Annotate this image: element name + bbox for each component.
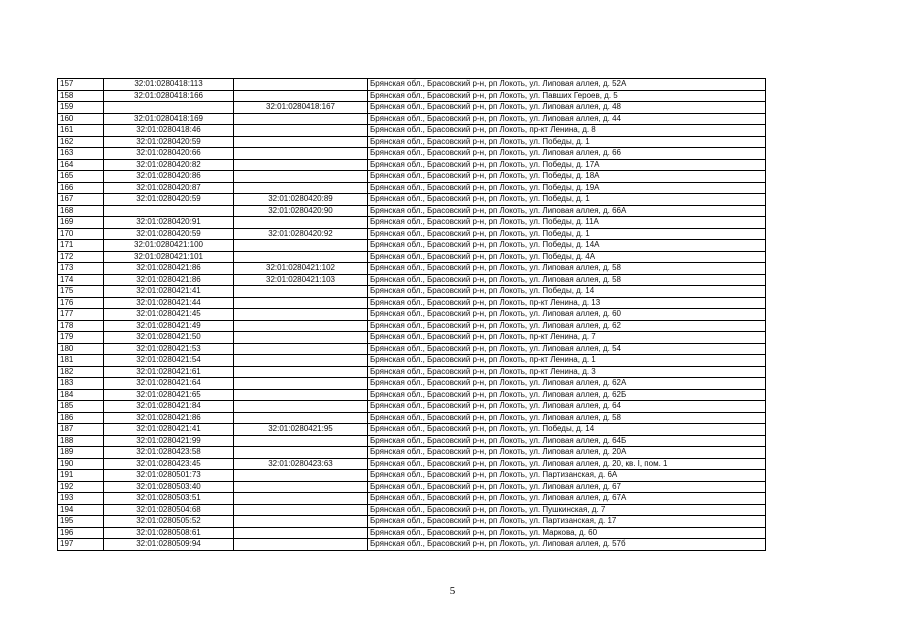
- row-number-cell: 168: [58, 205, 104, 217]
- cadastral-number-cell: 32:01:0280505:52: [104, 516, 234, 528]
- table-row: [58, 424, 766, 436]
- cadastral-number-cell: 32:01:0280423:45: [104, 458, 234, 470]
- cadastral-number-cell: 32:01:0280418:169: [104, 113, 234, 125]
- address-cell: Брянская обл., Брасовский р-н, рп Локоть, ул. Липовая аллея, д. 57б: [368, 539, 766, 551]
- table-row: [58, 79, 766, 91]
- cadastral-number-cell: 32:01:0280421:101: [104, 251, 234, 263]
- table-row: [58, 332, 766, 344]
- related-cadastral-number-cell: [234, 516, 368, 528]
- table-row: [58, 378, 766, 390]
- row-number-cell: 161: [58, 125, 104, 137]
- row-number-cell: 157: [58, 79, 104, 91]
- related-cadastral-number-cell: 32:01:0280421:103: [234, 274, 368, 286]
- cadastral-number-cell: [104, 102, 234, 114]
- related-cadastral-number-cell: [234, 493, 368, 505]
- row-number-cell: 184: [58, 389, 104, 401]
- row-number-cell: 179: [58, 332, 104, 344]
- table-row: [58, 470, 766, 482]
- address-cell: Брянская обл., Брасовский р-н, рп Локоть, ул. Партизанская, д. 17: [368, 516, 766, 528]
- cadastral-number-cell: 32:01:0280421:53: [104, 343, 234, 355]
- table-row: [58, 389, 766, 401]
- cadastral-number-cell: 32:01:0280420:87: [104, 182, 234, 194]
- cadastral-number-cell: 32:01:0280420:82: [104, 159, 234, 171]
- address-cell: Брянская обл., Брасовский р-н, рп Локоть, ул. Липовая аллея, д. 67: [368, 481, 766, 493]
- table-row: [58, 401, 766, 413]
- address-cell: Брянская обл., Брасовский р-н, рп Локоть, ул. Победы, д. 18А: [368, 171, 766, 183]
- table-row: [58, 504, 766, 516]
- cadastral-number-cell: 32:01:0280421:45: [104, 309, 234, 321]
- table-row: [58, 527, 766, 539]
- address-cell: Брянская обл., Брасовский р-н, рп Локоть, ул. Липовая аллея, д. 62А: [368, 378, 766, 390]
- address-cell: Брянская обл., Брасовский р-н, рп Локоть, пр-кт Ленина, д. 13: [368, 297, 766, 309]
- related-cadastral-number-cell: [234, 470, 368, 482]
- row-number-cell: 172: [58, 251, 104, 263]
- address-cell: Брянская обл., Брасовский р-н, рп Локоть, ул. Липовая аллея, д. 44: [368, 113, 766, 125]
- related-cadastral-number-cell: [234, 412, 368, 424]
- row-number-cell: 170: [58, 228, 104, 240]
- related-cadastral-number-cell: [234, 527, 368, 539]
- row-number-cell: 160: [58, 113, 104, 125]
- cadastral-number-cell: 32:01:0280421:49: [104, 320, 234, 332]
- related-cadastral-number-cell: 32:01:0280423:63: [234, 458, 368, 470]
- cadastral-number-cell: 32:01:0280503:51: [104, 493, 234, 505]
- table-row: [58, 136, 766, 148]
- table-row: [58, 493, 766, 505]
- address-cell: Брянская обл., Брасовский р-н, рп Локоть, ул. Липовая аллея, д. 52А: [368, 79, 766, 91]
- related-cadastral-number-cell: [234, 539, 368, 551]
- cadastral-number-cell: 32:01:0280503:40: [104, 481, 234, 493]
- related-cadastral-number-cell: 32:01:0280421:95: [234, 424, 368, 436]
- cadastral-number-cell: 32:01:0280418:46: [104, 125, 234, 137]
- cadastral-number-cell: 32:01:0280423:58: [104, 447, 234, 459]
- address-cell: Брянская обл., Брасовский р-н, рп Локоть, ул. Липовая аллея, д. 66: [368, 148, 766, 160]
- table-row: [58, 217, 766, 229]
- cadastral-number-cell: 32:01:0280504:68: [104, 504, 234, 516]
- address-cell: Брянская обл., Брасовский р-н, рп Локоть, ул. Липовая аллея, д. 67А: [368, 493, 766, 505]
- row-number-cell: 169: [58, 217, 104, 229]
- address-cell: Брянская обл., Брасовский р-н, рп Локоть, ул. Победы, д. 14: [368, 424, 766, 436]
- cadastral-number-cell: 32:01:0280421:84: [104, 401, 234, 413]
- related-cadastral-number-cell: [234, 435, 368, 447]
- table-row: [58, 102, 766, 114]
- cadastral-number-cell: 32:01:0280421:61: [104, 366, 234, 378]
- cadastral-number-cell: 32:01:0280421:65: [104, 389, 234, 401]
- table-row: [58, 355, 766, 367]
- related-cadastral-number-cell: [234, 401, 368, 413]
- table-row: [58, 447, 766, 459]
- related-cadastral-number-cell: [234, 90, 368, 102]
- address-cell: Брянская обл., Брасовский р-н, рп Локоть, ул. Липовая аллея, д. 62: [368, 320, 766, 332]
- cadastral-number-cell: 32:01:0280420:86: [104, 171, 234, 183]
- related-cadastral-number-cell: [234, 125, 368, 137]
- address-cell: Брянская обл., Брасовский р-н, рп Локоть, ул. Победы, д. 1: [368, 194, 766, 206]
- row-number-cell: 181: [58, 355, 104, 367]
- related-cadastral-number-cell: [234, 136, 368, 148]
- address-cell: Брянская обл., Брасовский р-н, рп Локоть, ул. Победы, д. 1: [368, 136, 766, 148]
- row-number-cell: 192: [58, 481, 104, 493]
- address-cell: Брянская обл., Брасовский р-н, рп Локоть, ул. Липовая аллея, д. 62Б: [368, 389, 766, 401]
- address-cell: Брянская обл., Брасовский р-н, рп Локоть, ул. Победы, д. 1: [368, 228, 766, 240]
- related-cadastral-number-cell: [234, 79, 368, 91]
- address-cell: Брянская обл., Брасовский р-н, рп Локоть, ул. Липовая аллея, д. 60: [368, 309, 766, 321]
- cadastral-number-cell: 32:01:0280420:59: [104, 194, 234, 206]
- related-cadastral-number-cell: 32:01:0280418:167: [234, 102, 368, 114]
- related-cadastral-number-cell: [234, 481, 368, 493]
- table-row: [58, 228, 766, 240]
- row-number-cell: 175: [58, 286, 104, 298]
- row-number-cell: 180: [58, 343, 104, 355]
- related-cadastral-number-cell: [234, 320, 368, 332]
- row-number-cell: 163: [58, 148, 104, 160]
- table-row: [58, 343, 766, 355]
- table-row: [58, 113, 766, 125]
- cadastral-number-cell: [104, 205, 234, 217]
- address-cell: Брянская обл., Брасовский р-н, рп Локоть, пр-кт Ленина, д. 3: [368, 366, 766, 378]
- address-cell: Брянская обл., Брасовский р-н, рп Локоть, пр-кт Ленина, д. 7: [368, 332, 766, 344]
- related-cadastral-number-cell: [234, 447, 368, 459]
- cadastral-number-cell: 32:01:0280418:113: [104, 79, 234, 91]
- cadastral-number-cell: 32:01:0280509:94: [104, 539, 234, 551]
- row-number-cell: 193: [58, 493, 104, 505]
- row-number-cell: 167: [58, 194, 104, 206]
- cadastral-number-cell: 32:01:0280421:86: [104, 274, 234, 286]
- row-number-cell: 166: [58, 182, 104, 194]
- related-cadastral-number-cell: 32:01:0280420:90: [234, 205, 368, 217]
- address-cell: Брянская обл., Брасовский р-н, рп Локоть, ул. Победы, д. 19А: [368, 182, 766, 194]
- table-row: [58, 148, 766, 160]
- table-row: [58, 251, 766, 263]
- cadastral-number-cell: 32:01:0280421:64: [104, 378, 234, 390]
- table-row: [58, 90, 766, 102]
- cadastral-number-cell: 32:01:0280421:41: [104, 424, 234, 436]
- address-cell: Брянская обл., Брасовский р-н, рп Локоть, ул. Липовая аллея, д. 64Б: [368, 435, 766, 447]
- table-row: [58, 205, 766, 217]
- row-number-cell: 164: [58, 159, 104, 171]
- row-number-cell: 171: [58, 240, 104, 252]
- address-cell: Брянская обл., Брасовский р-н, рп Локоть, ул. Липовая аллея, д. 58: [368, 412, 766, 424]
- related-cadastral-number-cell: 32:01:0280420:92: [234, 228, 368, 240]
- row-number-cell: 182: [58, 366, 104, 378]
- cadastral-number-cell: 32:01:0280508:61: [104, 527, 234, 539]
- address-cell: Брянская обл., Брасовский р-н, рп Локоть, ул. Липовая аллея, д. 58: [368, 263, 766, 275]
- cadastral-number-cell: 32:01:0280421:100: [104, 240, 234, 252]
- cadastral-number-cell: 32:01:0280501:73: [104, 470, 234, 482]
- related-cadastral-number-cell: 32:01:0280421:102: [234, 263, 368, 275]
- table-row: [58, 516, 766, 528]
- table-row: [58, 481, 766, 493]
- cadastral-number-cell: 32:01:0280421:86: [104, 263, 234, 275]
- address-cell: Брянская обл., Брасовский р-н, рп Локоть, ул. Липовая аллея, д. 20А: [368, 447, 766, 459]
- related-cadastral-number-cell: [234, 297, 368, 309]
- address-cell: Брянская обл., Брасовский р-н, рп Локоть, ул. Победы, д. 14А: [368, 240, 766, 252]
- row-number-cell: 194: [58, 504, 104, 516]
- cadastral-number-cell: 32:01:0280420:59: [104, 228, 234, 240]
- row-number-cell: 158: [58, 90, 104, 102]
- row-number-cell: 165: [58, 171, 104, 183]
- row-number-cell: 177: [58, 309, 104, 321]
- table-row: [58, 286, 766, 298]
- address-cell: Брянская обл., Брасовский р-н, рп Локоть, ул. Пушкинская, д. 7: [368, 504, 766, 516]
- row-number-cell: 183: [58, 378, 104, 390]
- address-cell: Брянская обл., Брасовский р-н, рп Локоть, ул. Липовая аллея, д. 64: [368, 401, 766, 413]
- table-row: [58, 309, 766, 321]
- cadastral-number-cell: 32:01:0280421:86: [104, 412, 234, 424]
- cadastral-number-cell: 32:01:0280421:50: [104, 332, 234, 344]
- related-cadastral-number-cell: [234, 309, 368, 321]
- address-cell: Брянская обл., Брасовский р-н, рп Локоть, ул. Партизанская, д. 6А: [368, 470, 766, 482]
- related-cadastral-number-cell: [234, 332, 368, 344]
- related-cadastral-number-cell: [234, 366, 368, 378]
- table-row: [58, 182, 766, 194]
- table-row: [58, 263, 766, 275]
- row-number-cell: 173: [58, 263, 104, 275]
- table-row: [58, 171, 766, 183]
- cadastral-number-cell: 32:01:0280421:99: [104, 435, 234, 447]
- related-cadastral-number-cell: [234, 378, 368, 390]
- row-number-cell: 197: [58, 539, 104, 551]
- row-number-cell: 187: [58, 424, 104, 436]
- table-row: [58, 320, 766, 332]
- table-row: [58, 159, 766, 171]
- row-number-cell: 190: [58, 458, 104, 470]
- table-row: [58, 435, 766, 447]
- cadastral-number-cell: 32:01:0280421:54: [104, 355, 234, 367]
- row-number-cell: 162: [58, 136, 104, 148]
- row-number-cell: 186: [58, 412, 104, 424]
- row-number-cell: 176: [58, 297, 104, 309]
- registry-table: [57, 78, 766, 551]
- related-cadastral-number-cell: [234, 343, 368, 355]
- cadastral-number-cell: 32:01:0280421:44: [104, 297, 234, 309]
- table-row: [58, 240, 766, 252]
- registry-table-body: [58, 79, 766, 551]
- table-row: [58, 366, 766, 378]
- related-cadastral-number-cell: [234, 355, 368, 367]
- address-cell: Брянская обл., Брасовский р-н, рп Локоть, ул. Липовая аллея, д. 48: [368, 102, 766, 114]
- related-cadastral-number-cell: [234, 217, 368, 229]
- address-cell: Брянская обл., Брасовский р-н, рп Локоть, ул. Павших Героев, д. 5: [368, 90, 766, 102]
- table-row: [58, 412, 766, 424]
- address-cell: Брянская обл., Брасовский р-н, рп Локоть, ул. Липовая аллея, д. 66А: [368, 205, 766, 217]
- row-number-cell: 185: [58, 401, 104, 413]
- related-cadastral-number-cell: [234, 159, 368, 171]
- row-number-cell: 159: [58, 102, 104, 114]
- address-cell: Брянская обл., Брасовский р-н, рп Локоть, пр-кт Ленина, д. 8: [368, 125, 766, 137]
- address-cell: Брянская обл., Брасовский р-н, рп Локоть, ул. Липовая аллея, д. 54: [368, 343, 766, 355]
- related-cadastral-number-cell: [234, 240, 368, 252]
- table-row: [58, 297, 766, 309]
- table-row: [58, 539, 766, 551]
- address-cell: Брянская обл., Брасовский р-н, рп Локоть, ул. Победы, д. 14: [368, 286, 766, 298]
- row-number-cell: 188: [58, 435, 104, 447]
- address-cell: Брянская обл., Брасовский р-н, рп Локоть, ул. Маркова, д. 60: [368, 527, 766, 539]
- table-row: [58, 458, 766, 470]
- cadastral-number-cell: 32:01:0280418:166: [104, 90, 234, 102]
- address-cell: Брянская обл., Брасовский р-н, рп Локоть, ул. Победы, д. 4А: [368, 251, 766, 263]
- related-cadastral-number-cell: [234, 389, 368, 401]
- table-row: [58, 274, 766, 286]
- related-cadastral-number-cell: [234, 182, 368, 194]
- table-row: [58, 194, 766, 206]
- related-cadastral-number-cell: [234, 251, 368, 263]
- address-cell: Брянская обл., Брасовский р-н, рп Локоть, пр-кт Ленина, д. 1: [368, 355, 766, 367]
- table-row: [58, 125, 766, 137]
- row-number-cell: 174: [58, 274, 104, 286]
- cadastral-number-cell: 32:01:0280420:66: [104, 148, 234, 160]
- page-number: 5: [449, 585, 456, 597]
- related-cadastral-number-cell: 32:01:0280420:89: [234, 194, 368, 206]
- row-number-cell: 191: [58, 470, 104, 482]
- row-number-cell: 178: [58, 320, 104, 332]
- cadastral-number-cell: 32:01:0280421:41: [104, 286, 234, 298]
- address-cell: Брянская обл., Брасовский р-н, рп Локоть, ул. Победы, д. 17А: [368, 159, 766, 171]
- related-cadastral-number-cell: [234, 171, 368, 183]
- row-number-cell: 196: [58, 527, 104, 539]
- row-number-cell: 195: [58, 516, 104, 528]
- related-cadastral-number-cell: [234, 504, 368, 516]
- address-cell: Брянская обл., Брасовский р-н, рп Локоть, ул. Победы, д. 11А: [368, 217, 766, 229]
- address-cell: Брянская обл., Брасовский р-н, рп Локоть, ул. Липовая аллея, д. 58: [368, 274, 766, 286]
- cadastral-number-cell: 32:01:0280420:91: [104, 217, 234, 229]
- related-cadastral-number-cell: [234, 148, 368, 160]
- related-cadastral-number-cell: [234, 113, 368, 125]
- related-cadastral-number-cell: [234, 286, 368, 298]
- cadastral-number-cell: 32:01:0280420:59: [104, 136, 234, 148]
- row-number-cell: 189: [58, 447, 104, 459]
- address-cell: Брянская обл., Брасовский р-н, рп Локоть, ул. Липовая аллея, д. 20, кв. I, пом. 1: [368, 458, 766, 470]
